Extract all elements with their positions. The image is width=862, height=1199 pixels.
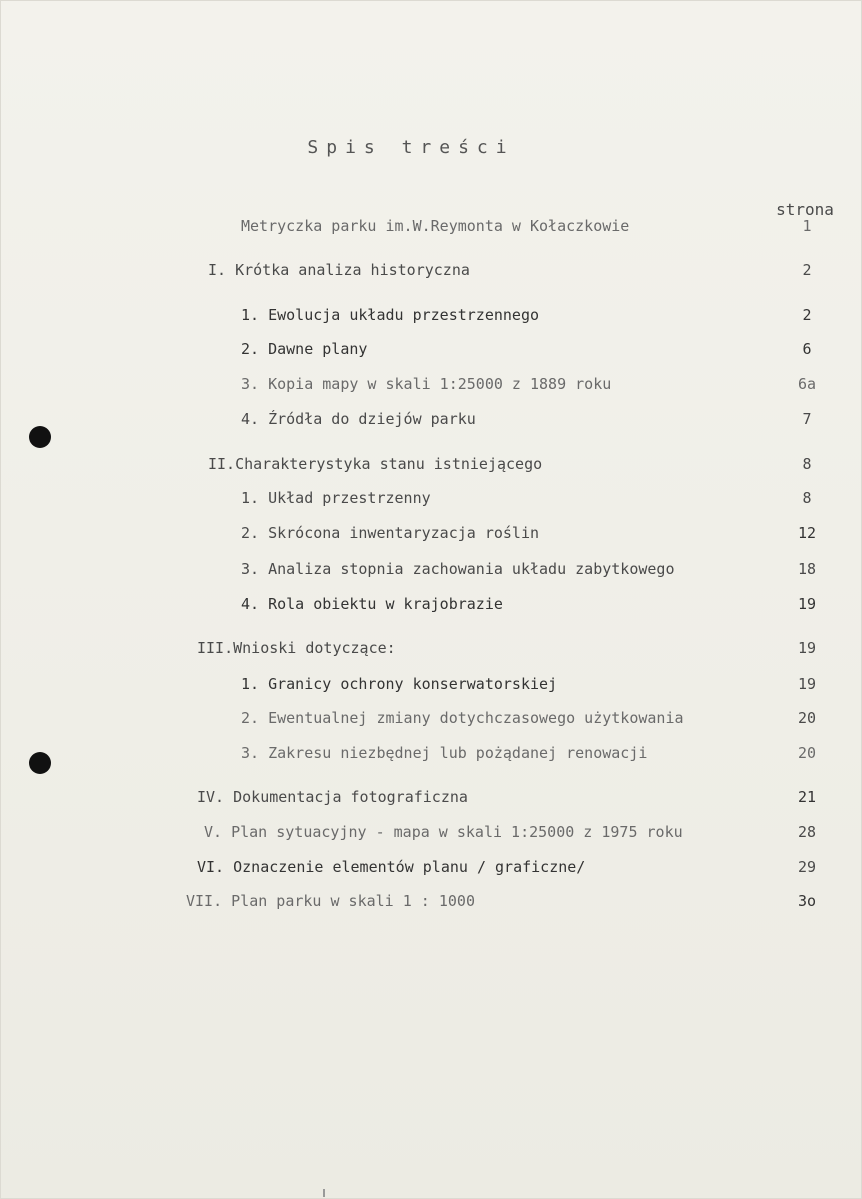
toc-entry — [241, 593, 841, 615]
toc-entry-page: 19 — [797, 595, 817, 613]
toc-entry-label: 1. Ewolucja układu przestrzennego — [241, 306, 540, 324]
toc-entry — [208, 453, 841, 475]
toc-entry — [241, 215, 841, 237]
toc-entry-page: 8 — [802, 489, 812, 507]
toc-entry — [241, 304, 841, 326]
toc-entry — [204, 821, 841, 843]
toc-entry — [197, 637, 841, 659]
toc-entry — [186, 890, 841, 912]
toc-entry — [197, 856, 841, 878]
toc-entry-label: 4. Rola obiektu w krajobrazie — [241, 595, 503, 613]
toc-entry-label: VII. Plan parku w skali 1 : 1000 — [186, 892, 475, 910]
toc-entry-label: 1. Układ przestrzenny — [241, 489, 431, 507]
toc-entry — [241, 338, 841, 360]
toc-entry — [241, 742, 841, 764]
paper-mark — [323, 1189, 325, 1197]
toc-entry-page: 20 — [797, 744, 817, 762]
toc-entry-label: VI. Oznaczenie elementów planu / graficzne/ — [197, 858, 586, 876]
toc-entry-label: 3. Kopia mapy w skali 1:25000 z 1889 roku — [241, 375, 612, 393]
toc-entry-page: 2 — [802, 261, 812, 279]
toc-entry-label: V. Plan sytuacyjny - mapa w skali 1:25000 z 1975 roku — [204, 823, 683, 841]
toc-entry-page: 19 — [797, 675, 817, 693]
toc-entry-page: 7 — [802, 410, 812, 428]
toc-entry — [241, 487, 841, 509]
toc-entry — [241, 373, 841, 395]
toc-entry-page: 1 — [802, 217, 812, 235]
page-column-header: strona — [776, 200, 834, 219]
toc-entry-page: 6a — [797, 375, 817, 393]
toc-entry-page: 29 — [797, 858, 817, 876]
toc-entry-page: 28 — [797, 823, 817, 841]
toc-entry-label: Metryczka parku im.W.Reymonta w Kołaczkowie — [241, 217, 630, 235]
toc-entry — [241, 707, 841, 729]
toc-entry-page: 18 — [797, 560, 817, 578]
toc-entry-label: IV. Dokumentacja fotograficzna — [197, 788, 468, 806]
toc-entry-label: 3. Zakresu niezbędnej lub pożądanej renowacji — [241, 744, 648, 762]
toc-entry-page: 20 — [797, 709, 817, 727]
toc-entry-page: 3o — [797, 892, 817, 910]
binder-hole — [29, 752, 51, 774]
toc-entry-label: I. Krótka analiza historyczna — [208, 261, 470, 279]
toc-entry — [197, 786, 841, 808]
toc-entry-page: 2 — [802, 306, 812, 324]
toc-entry-label: II.Charakterystyka stanu istniejącego — [208, 455, 543, 473]
toc-entry-label: 2. Ewentualnej zmiany dotychczasowego użytkowania — [241, 709, 684, 727]
toc-entry — [241, 673, 841, 695]
toc-entry-page: 12 — [797, 524, 817, 542]
toc-entry-page: 8 — [802, 455, 812, 473]
toc-entry-label: 2. Dawne plany — [241, 340, 368, 358]
toc-entry — [241, 408, 841, 430]
toc-entry-page: 21 — [797, 788, 817, 806]
toc-entry-label: 2. Skrócona inwentaryzacja roślin — [241, 524, 540, 542]
toc-entry-label: 1. Granicy ochrony konserwatorskiej — [241, 675, 558, 693]
toc-entry-page: 6 — [802, 340, 812, 358]
page-title: Spis treści — [307, 137, 515, 158]
toc-entry — [241, 522, 841, 544]
toc-entry-label: 3. Analiza stopnia zachowania układu zabytkowego — [241, 560, 675, 578]
binder-hole — [29, 426, 51, 448]
toc-entry — [208, 259, 841, 281]
toc-entry-page: 19 — [797, 639, 817, 657]
toc-entry-label: III.Wnioski dotyczące: — [197, 639, 396, 657]
toc-entry-label: 4. Źródła do dziejów parku — [241, 410, 476, 428]
toc-entry — [241, 558, 841, 580]
